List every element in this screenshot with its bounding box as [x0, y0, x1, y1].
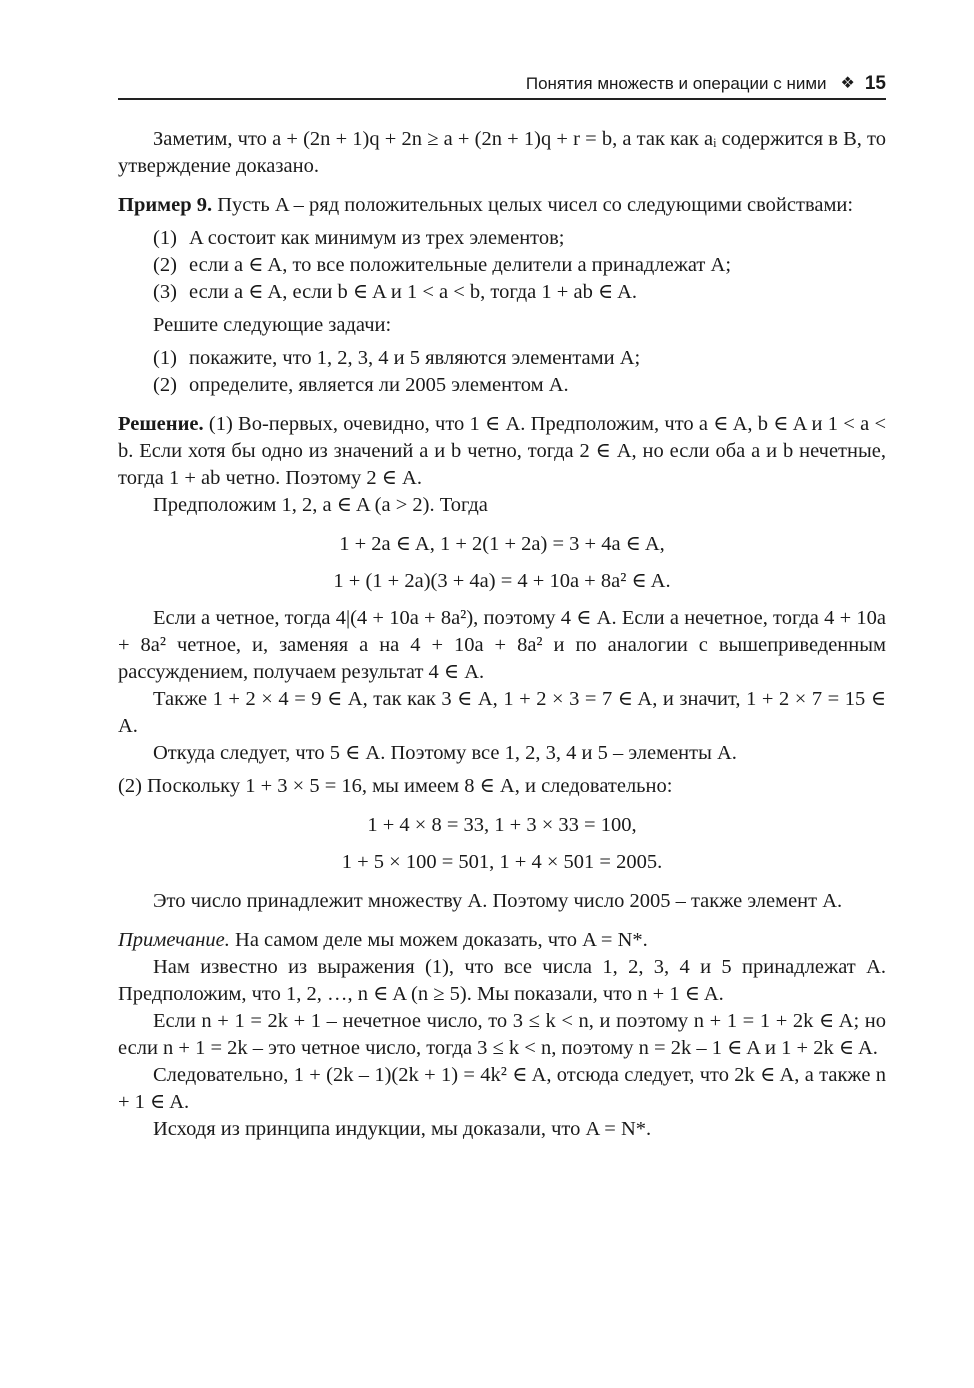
solution-parity: Если a четное, тогда 4|(4 + 10a + 8a²), поэтому 4 ∈ A. Если a нечетное, тогда 4 + 10a + 8a² четное, и, заменяя a на 4 + 10a + 8a² и по аналогии с вышеприведенным рассуждением, получаем результат 4 ∈ A. — [118, 607, 886, 683]
example-label: Пример 9. — [118, 194, 213, 216]
running-title: Понятия множеств и операции с ними — [525, 73, 827, 93]
list-item: (3) если a ∈ A, если b ∈ A и 1 < a < b, тогда 1 + ab ∈ A. — [153, 281, 638, 303]
running-header — [118, 68, 886, 100]
solution-conclusion: Это число принадлежит множеству A. Поэтому число 2005 – также элемент A. — [153, 890, 843, 912]
paragraph-conclusion: Заметим, что a + (2n + 1)q + 2n ≥ a + (2n + 1)q + r = b, а так как aᵢ содержится в B, то утверждение доказано. — [118, 128, 886, 177]
note-paragraph: Следовательно, 1 + (2k – 1)(2k + 1) = 4k² ∈ A, отсюда следует, что 2k ∈ A, а также n + 1 ∈ A. — [118, 1064, 886, 1113]
note-paragraph: Если n + 1 = 2k + 1 – нечетное число, то 3 ≤ k < n, и поэтому n + 1 = 1 + 2k ∈ A; но если n + 1 = 2k – это четное число, тогда 3 ≤ k < n, поэтому n = 2k – 1 ∈ A и 1 + 2k ∈ A. — [118, 1010, 886, 1059]
list-item: (2) определите, является ли 2005 элементом A. — [153, 374, 569, 396]
solution-also: Также 1 + 2 × 4 = 9 ∈ A, так как 3 ∈ A, 1 + 2 × 3 = 7 ∈ A, и значит, 1 + 2 × 7 = 15 ∈ A. — [118, 688, 886, 737]
page-number: 15 — [864, 72, 886, 94]
solution-hence: Откуда следует, что 5 ∈ A. Поэтому все 1, 2, 3, 4 и 5 – элементы A. — [153, 742, 737, 764]
example-9-intro — [118, 192, 886, 219]
solution-assume: Предположим 1, 2, a ∈ A (a > 2). Тогда — [153, 494, 488, 516]
solution-part-1: Решение. (1) Во-первых, очевидно, что 1 ∈ A. Предположим, что a ∈ A, b ∈ A и 1 < a < b. Если хотя бы одно из значений a и b четно, тогда 2 ∈ A, но если оба a и b нечетные, тогда 1 + ab четно. Поэтому 2 ∈ A. — [118, 413, 887, 489]
properties-list — [153, 225, 886, 306]
solution-part-2: (2) Поскольку 1 + 3 × 5 = 16, мы имеем 8 ∈ A, и следовательно: — [118, 775, 673, 797]
equation: 1 + 5 × 100 = 501, 1 + 4 × 501 = 2005. — [341, 851, 663, 873]
list-item: (1) покажите, что 1, 2, 3, 4 и 5 являются элементами A; — [153, 347, 641, 369]
note-intro: Примечание. На самом деле мы можем доказать, что A = N*. — [118, 929, 648, 951]
tasks-intro: Решите следующие задачи: — [153, 314, 392, 336]
note-paragraph: Нам известно из выражения (1), что все числа 1, 2, 3, 4 и 5 принадлежат A. Предположим, что 1, 2, …, n ∈ A (n ≥ 5). Мы показали, что n + 1 ∈ A. — [118, 956, 886, 1005]
note-label: Примечание. — [118, 929, 230, 951]
page-body — [118, 126, 886, 1143]
equation: 1 + 4 × 8 = 33, 1 + 3 × 33 = 100, — [367, 814, 637, 836]
ornament-icon: ❖ — [840, 74, 855, 92]
note-paragraph: Исходя из принципа индукции, мы доказали, что A = N*. — [153, 1118, 652, 1140]
equation: 1 + 2a ∈ A, 1 + 2(1 + 2a) = 3 + 4a ∈ A, — [339, 533, 665, 555]
equation: 1 + (1 + 2a)(3 + 4a) = 4 + 10a + 8a² ∈ A. — [333, 570, 671, 592]
list-item: (2) если a ∈ A, то все положительные делители a принадлежат A; — [153, 254, 732, 276]
tasks-list — [153, 345, 886, 399]
solution-label: Решение. — [118, 413, 204, 435]
list-item: (1) A состоит как минимум из трех элементов; — [153, 227, 565, 249]
example-text: Пусть A – ряд положительных целых чисел со следующими свойствами: — [217, 194, 854, 216]
